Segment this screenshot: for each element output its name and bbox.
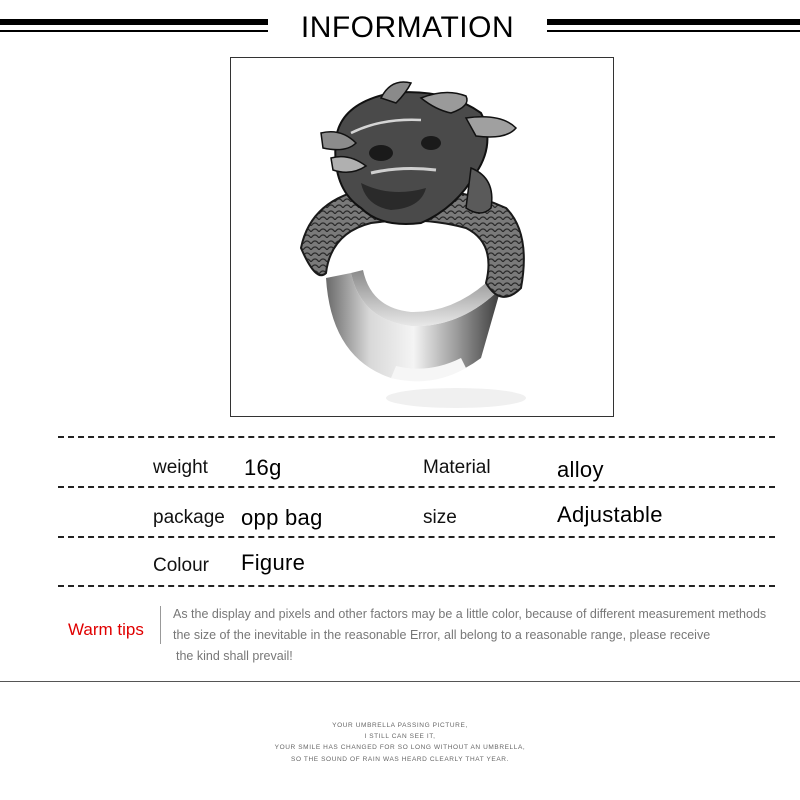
size-value: Adjustable bbox=[557, 502, 663, 527]
warm-tips-label: Warm tips bbox=[68, 620, 144, 639]
footer-line: YOUR SMILE HAS CHANGED FOR SO LONG WITHOUT AN UMBRELLA, bbox=[274, 744, 526, 751]
divider bbox=[58, 436, 775, 438]
divider bbox=[58, 585, 775, 587]
weight-value: 16g bbox=[244, 455, 282, 480]
dragon-ring-illustration bbox=[231, 58, 613, 416]
weight-label: weight bbox=[153, 457, 208, 478]
divider bbox=[58, 486, 775, 488]
size-label: size bbox=[423, 507, 457, 528]
package-value: opp bag bbox=[241, 505, 323, 530]
product-image bbox=[230, 57, 614, 417]
footer-line: I STILL CAN SEE IT, bbox=[364, 733, 436, 740]
warm-tips-separator bbox=[160, 606, 161, 644]
page-title: INFORMATION bbox=[300, 11, 515, 44]
header-rule-right bbox=[547, 19, 800, 37]
package-label: package bbox=[153, 507, 225, 528]
divider bbox=[58, 536, 775, 538]
colour-value: Figure bbox=[241, 550, 306, 575]
material-label: Material bbox=[423, 457, 491, 478]
bottom-rule bbox=[0, 681, 800, 682]
colour-label: Colour bbox=[153, 555, 209, 576]
footer-line: SO THE SOUND OF RAIN WAS HEARD CLEARLY THAT YEAR. bbox=[291, 756, 509, 763]
warm-tip-line: As the display and pixels and other factors may be a little color, because of different measurement methods bbox=[173, 607, 767, 621]
material-value: alloy bbox=[557, 457, 604, 482]
warm-tip-line: the kind shall prevail! bbox=[176, 649, 293, 663]
header-rule-left bbox=[0, 19, 268, 37]
warm-tip-line: the size of the inevitable in the reasonable Error, all belong to a reasonable range, please receive bbox=[173, 628, 711, 642]
footer-line: YOUR UMBRELLA PASSING PICTURE, bbox=[332, 722, 468, 729]
